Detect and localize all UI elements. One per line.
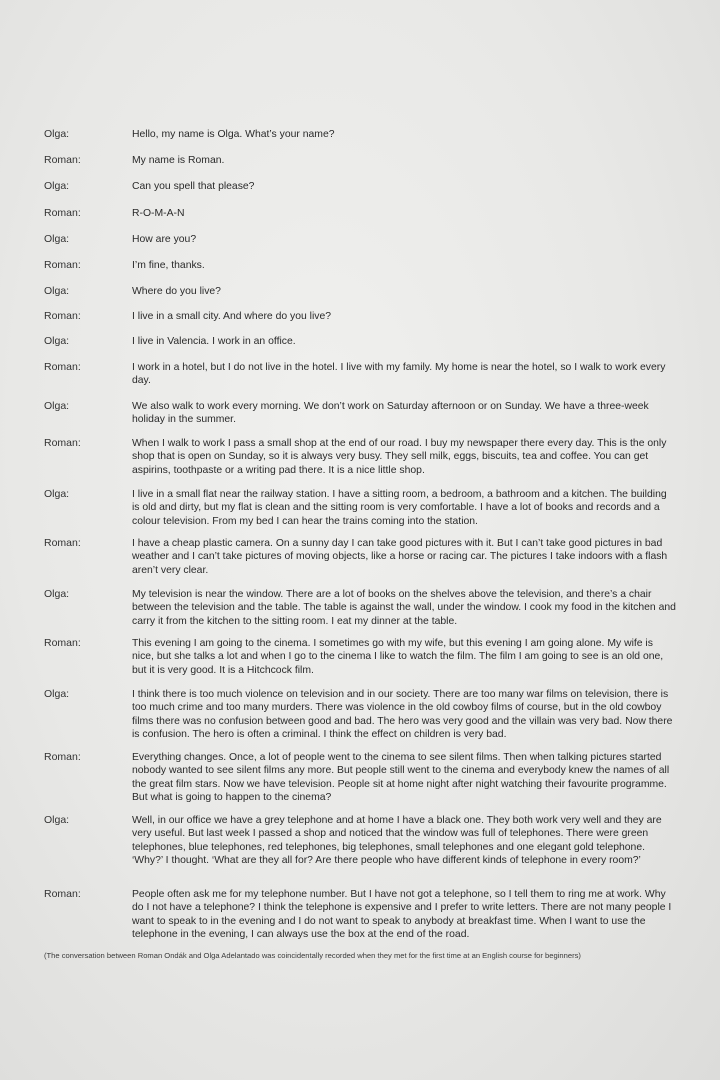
- dialogue-text: Where do you live?: [132, 286, 221, 297]
- dialogue-text: How are you?: [132, 234, 197, 245]
- dialogue-text: R-O-M-A-N: [132, 208, 185, 219]
- dialogue-text: My television is near the window. There are a lot of books on the shelves above the television, and there’s a chair between the television and the table. The table is against the wall, under the window. I cook my food in the kitchen and carry it from the kitchen to the sitting room. I eat my dinner at the table.: [132, 589, 676, 627]
- dialogue-text: I live in Valencia. I work in an office.: [132, 336, 296, 347]
- speaker-name: Roman:: [44, 437, 81, 449]
- speaker-name: Roman:: [44, 259, 81, 271]
- speaker-name: Olga:: [44, 128, 70, 140]
- speaker-name: Olga:: [44, 588, 70, 600]
- dialogue-text: When I walk to work I pass a small shop at the end of our road. I buy my newspaper there every day. This is the only shop that is open on Sunday, so it is always very busy. They sell milk, eggs, biscuits, tea and coffee. You can get aspirins, toothpaste or a writing pad there. It is a nice little shop.: [132, 438, 667, 476]
- dialogue-text: I think there is too much violence on television and in our society. There are too many war films on television, there is too much crime and too many murders. There was violence in the old cowboy films of course, but in the old cowboy films there was no confusion between good and bad. The hero was very good and the villain was very bad. Now there is confusion. The hero is often a criminal. I think the effect on children is very bad.: [132, 689, 673, 741]
- speaker-name: Olga:: [44, 335, 70, 347]
- speaker-name: Roman:: [44, 888, 81, 900]
- speaker-name: Roman:: [44, 310, 81, 322]
- speaker-name: Roman:: [44, 361, 81, 373]
- dialogue-text: Hello, my name is Olga. What’s your name?: [132, 129, 335, 140]
- speaker-name: Roman:: [44, 637, 81, 649]
- dialogue-text: I live in a small city. And where do you live?: [132, 311, 332, 322]
- dialogue-text: I live in a small flat near the railway station. I have a sitting room, a bedroom, a bathroom and a kitchen. The building is old and dirty, but my flat is clean and the sitting room is very comfortable. I have a lot of books and records and a colour television. From my bed I can hear the trains coming into the station.: [132, 489, 667, 527]
- speaker-name: Olga:: [44, 233, 70, 245]
- speaker-name: Roman:: [44, 537, 81, 549]
- speaker-name: Olga:: [44, 285, 70, 297]
- dialogue-text: Everything changes. Once, a lot of people went to the cinema to see silent films. Then when talking pictures started nobody wanted to see silent films any more. But people still went to the cinema and everybody knew the names of all the great film stars. Now we have television. People sit at home night after night watching their favourite programme. But what is going to happen to the cinema?: [132, 752, 670, 804]
- footnote: (The conversation between Roman Ondák and Olga Adelantado was coincidentally recorded when they met for the first time at an English course for beginners): [44, 951, 581, 960]
- speaker-name: Roman:: [44, 154, 81, 166]
- speaker-name: Roman:: [44, 207, 81, 219]
- speaker-name: Olga:: [44, 488, 70, 500]
- speaker-name: Olga:: [44, 814, 70, 826]
- dialogue-text: I work in a hotel, but I do not live in the hotel. I live with my family. My home is near the hotel, so I walk to work every day.: [132, 362, 666, 387]
- dialogue-text: I have a cheap plastic camera. On a sunny day I can take good pictures with it. But I can’t take good pictures in bad weather and I can’t take pictures of moving objects, like a horse or racing car. The pictures I take indoors with a flash aren’t very clear.: [132, 538, 668, 576]
- speaker-name: Olga:: [44, 688, 70, 700]
- dialogue-text: We also walk to work every morning. We don’t work on Saturday afternoon or on Sunday. We have a three-week holiday in the summer.: [132, 401, 649, 426]
- dialogue-text: Well, in our office we have a grey telephone and at home I have a black one. They both work very well and they are very useful. But last week I passed a shop and noticed that the window was full of telephones. There were green telephones, blue telephones, red telephones, big telephones, small telephones and one elegant gold telephone. ‘Why?’ I thought. ‘What are they all for? Are there people who have different kinds of telephone in every room?’: [132, 815, 662, 867]
- speaker-name: Olga:: [44, 400, 70, 412]
- dialogue-text: Can you spell that please?: [132, 181, 255, 192]
- speaker-name: Olga:: [44, 180, 70, 192]
- speaker-name: Roman:: [44, 751, 81, 763]
- dialogue-text: This evening I am going to the cinema. I sometimes go with my wife, but this evening I am going alone. My wife is nice, but she talks a lot and when I go to the cinema I like to watch the film. The film I am going to see is an old one, but it is very good. It is a Hitchcock film.: [132, 638, 664, 676]
- dialogue-text: I’m fine, thanks.: [132, 260, 205, 271]
- dialogue-text: People often ask me for my telephone number. But I have not got a telephone, so I tell them to ring me at work. Why do I not have a telephone? I think the telephone is expensive and I prefer to write letters. There are not many people I want to speak to in the evening and I do not want to speak to anybody at breakfast time. When I want to use the telephone in the evening, I can always use the box at the end of the road.: [132, 889, 672, 941]
- dialogue-text: My name is Roman.: [132, 155, 225, 166]
